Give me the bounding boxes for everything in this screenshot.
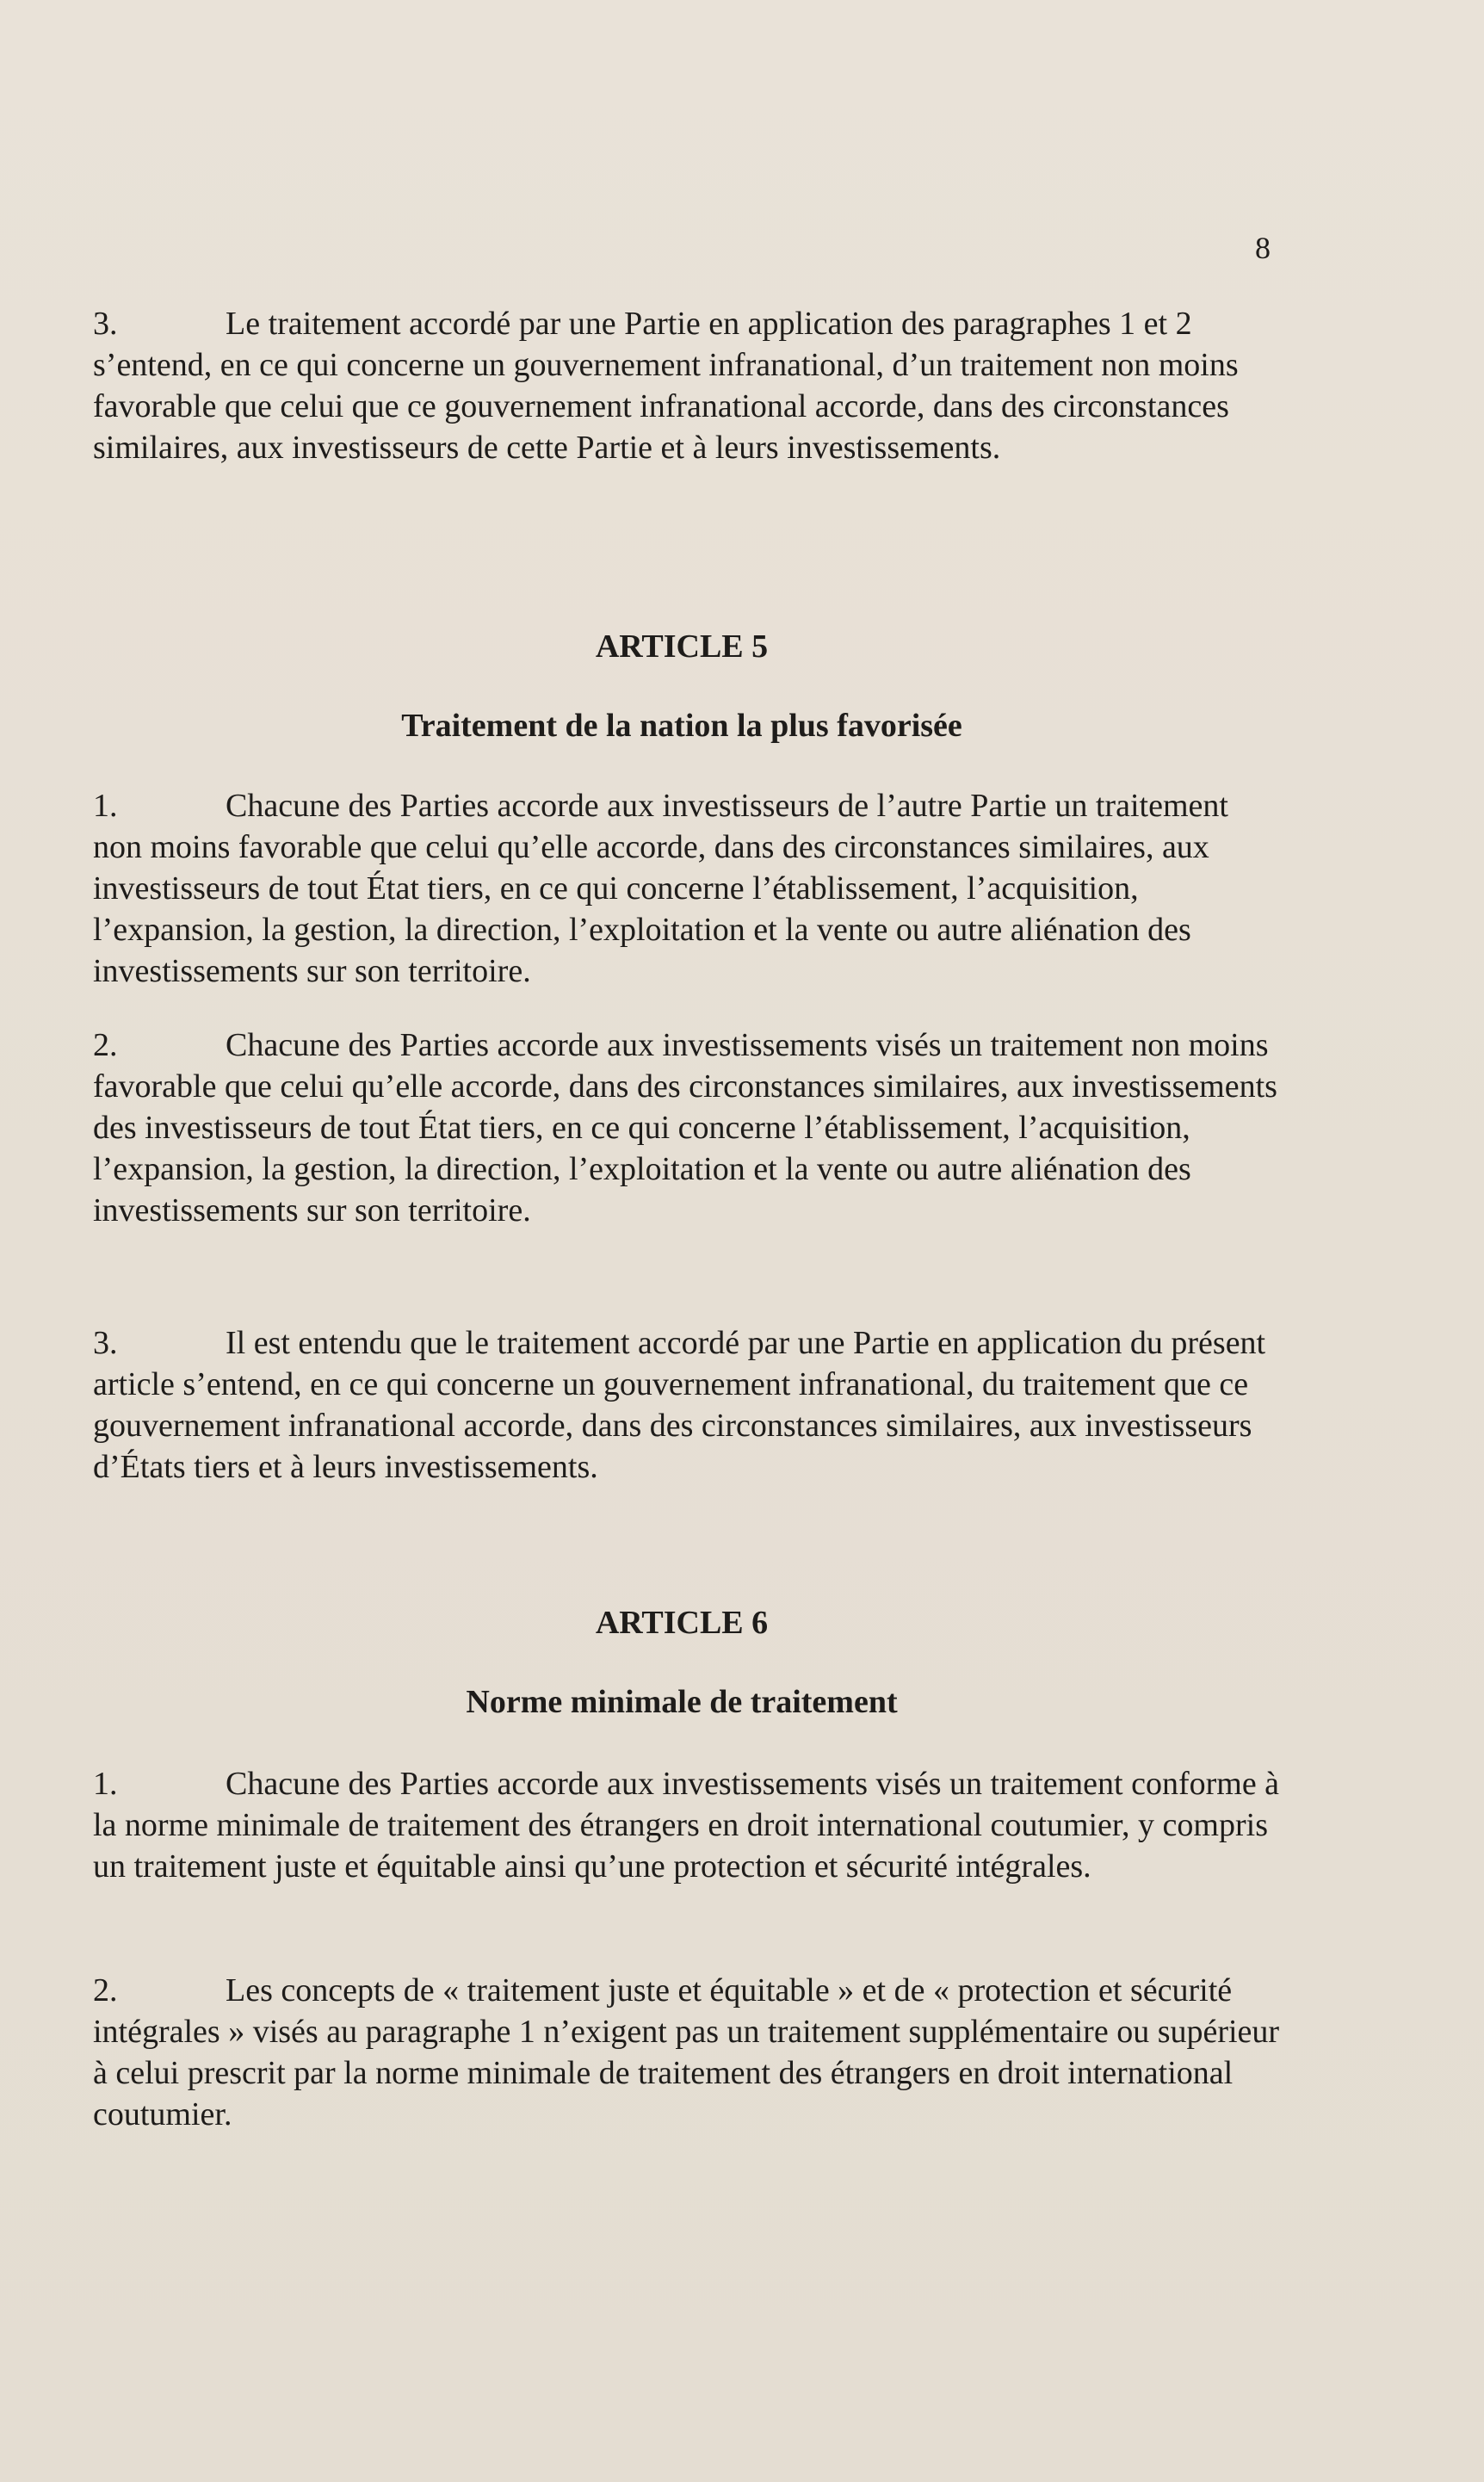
paragraph-number: 3. (93, 1325, 118, 1361)
article-5-paragraph-3 (93, 1322, 1281, 1488)
paragraph-number: 1. (93, 1766, 118, 1802)
article-6-paragraph-1 (93, 1763, 1281, 1887)
paragraph-text: Les concepts de « traitement juste et équitable » et de « protection et sécurité intégrales » visés au paragraphe 1 n’exigent pas un traitement supplémentaire ou supérieur à celui prescrit par la norme minimale de traitement des étrangers en droit international coutumier. (93, 1972, 1280, 2132)
article-5-paragraph-1 (93, 785, 1281, 992)
article-6-paragraph-2 (93, 1970, 1281, 2135)
paragraph-text: Le traitement accordé par une Partie en application des paragraphes 1 et 2 s’entend, en ce qui concerne un gouvernement infranational, d’un traitement non moins favorable que celui que ce gouvernement infranational accorde, dans des circonstances similaires, aux investisseurs de cette Partie et à leurs investissements. (93, 306, 1239, 466)
paragraph-text: Chacune des Parties accorde aux investissements visés un traitement non moins favorable que celui qu’elle accorde, dans des circonstances similaires, aux investissements des investisseurs de tout État tiers, en ce qui concerne l’établissement, l’acquisition, l’expansion, la gestion, la direction, l’exploitation et la vente ou autre aliénation des investissements sur son territoire. (93, 1027, 1277, 1229)
paragraph-number: 1. (93, 788, 118, 824)
paragraph-text: Chacune des Parties accorde aux investisseurs de l’autre Partie un traitement non moins favorable que celui qu’elle accorde, dans des circonstances similaires, aux investisseurs de tout État tiers, en ce qui concerne l’établissement, l’acquisition, l’expansion, la gestion, la direction, l’exploitation et la vente ou autre aliénation des investissements sur son territoire. (93, 788, 1228, 989)
article-5-heading: ARTICLE 5 (595, 628, 769, 665)
page-number: 8 (1255, 231, 1271, 265)
article-5-paragraph-2 (93, 1024, 1281, 1231)
article-6-heading: ARTICLE 6 (595, 1605, 769, 1641)
paragraph-text: Il est entendu que le traitement accordé par une Partie en application du présent article s’entend, en ce qui concerne un gouvernement infranational, du traitement que ce gouvernement infranational accorde, dans des circonstances similaires, aux investisseurs d’États tiers et à leurs investissements. (93, 1325, 1266, 1485)
paragraph-3-intro (93, 303, 1281, 468)
article-6-title: Norme minimale de traitement (466, 1684, 898, 1720)
paragraph-text: Chacune des Parties accorde aux investissements visés un traitement conforme à la norme minimale de traitement des étrangers en droit international coutumier, y compris un traitement juste et équitable ainsi qu’une protection et sécurité intégrales. (93, 1766, 1280, 1885)
paragraph-number: 3. (93, 306, 118, 342)
article-5-title: Traitement de la nation la plus favorisée (401, 708, 962, 744)
paragraph-number: 2. (93, 1972, 118, 2009)
paragraph-number: 2. (93, 1027, 118, 1063)
